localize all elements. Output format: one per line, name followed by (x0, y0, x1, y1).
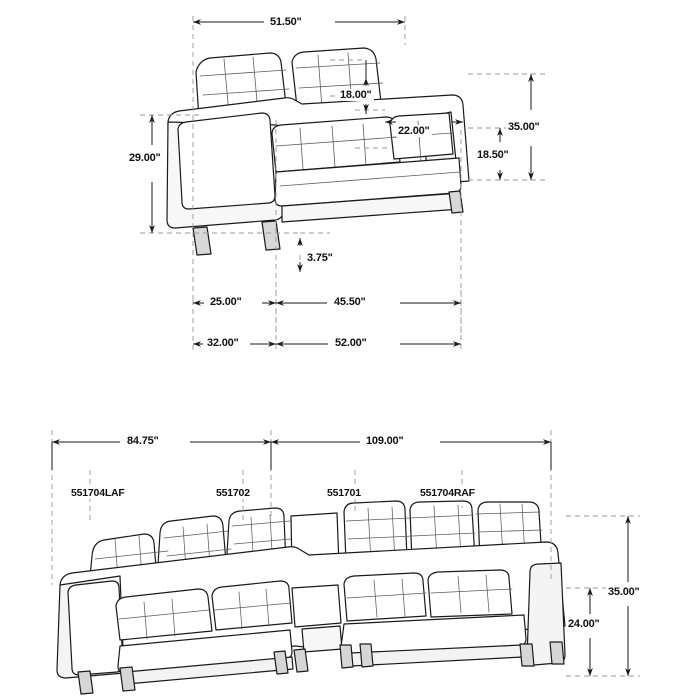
sku-label-laf: 551704LAF (71, 487, 125, 499)
dim-sofa-leg-height: 3.75" (307, 252, 333, 264)
dim-sofa-depth-overall: 32.00" (207, 337, 239, 349)
sku-label-corner: 551701 (327, 487, 361, 499)
sku-label-armless: 551702 (216, 487, 250, 499)
dim-sectional-overall-height: 35.00" (608, 586, 640, 598)
dim-sofa-overall-height-right: 35.00" (508, 121, 540, 133)
dim-sectional-arm-height: 24.00" (568, 618, 600, 630)
sofa-drawing (167, 48, 469, 255)
dim-sofa-seat-depth: 22.00" (398, 125, 430, 137)
dim-sofa-arm-height-left: 29.00" (129, 152, 161, 164)
dim-sectional-left-span: 84.75" (127, 435, 159, 447)
sectional-drawing (57, 501, 565, 694)
sku-label-raf: 551704RAF (420, 487, 475, 499)
dim-sofa-arm-depth: 25.00" (210, 296, 242, 308)
dim-sofa-seat-back-height: 18.00" (340, 89, 372, 101)
dim-sofa-inner-width: 45.50" (334, 296, 366, 308)
dim-sofa-width-top: 51.50" (270, 16, 302, 28)
dim-sofa-seat-height: 18.50" (477, 149, 509, 161)
dim-sofa-overall-width: 52.00" (335, 337, 367, 349)
dim-sectional-right-span: 109.00" (366, 435, 404, 447)
